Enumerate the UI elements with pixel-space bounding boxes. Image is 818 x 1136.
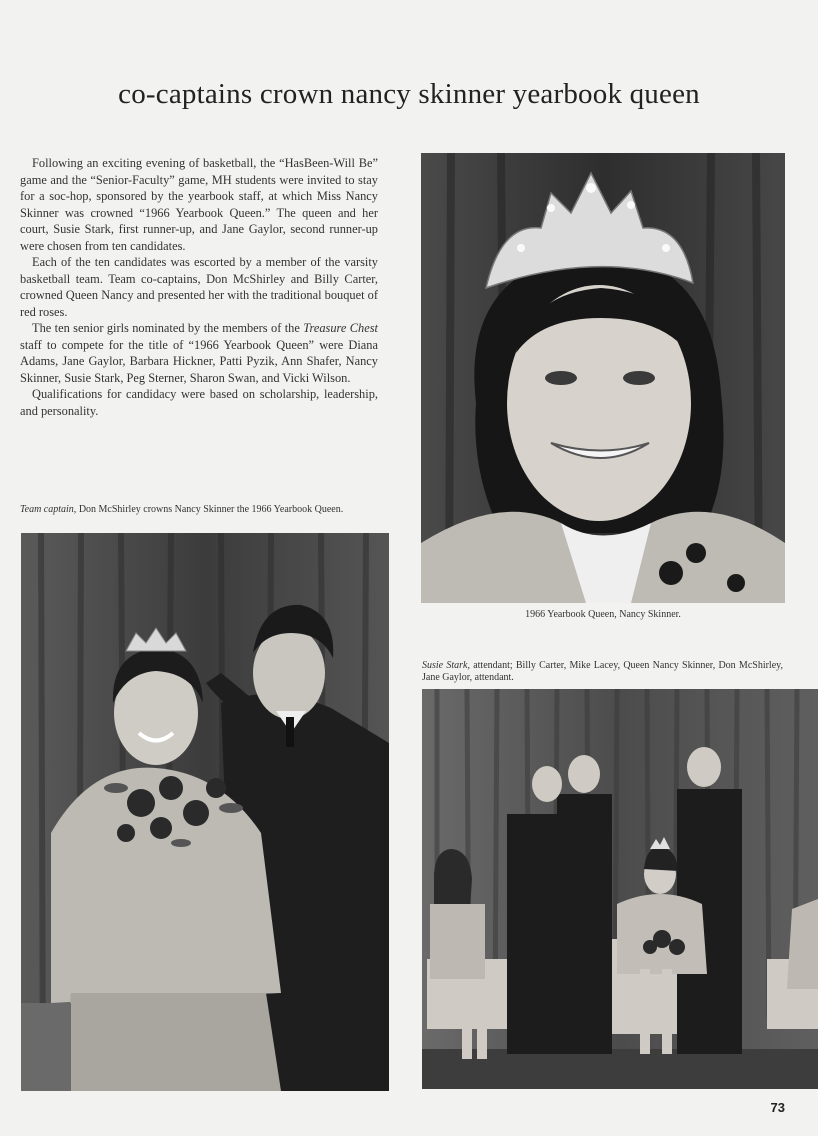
article-paragraph: Qualifications for candidacy were based on scholarship, leadership, and personality. <box>20 387 378 418</box>
article-paragraph: Following an exciting evening of basketball, the “HasBeen-Will Be” game and the “Senior-Faculty” game, MH students were invited to stay for a soc-hop, sponsored by the yearbook staff, at which Miss Nancy Skinner was crowned “1966 Yearbook Queen.” The queen and her court, Susie Stark, first runner-up, and Jane Gaylor, second runner-up were chosen from ten candidates. <box>20 156 378 253</box>
article-paragraph: Each of the ten candidates was escorted by a member of the varsity basketball team. Team co-captains, Don McShirley and Billy Carter, crowned Queen Nancy and presented her with the traditional bouquet of red roses. <box>20 255 378 319</box>
caption-text: attendant; Billy Carter, Mike Lacey, Queen Nancy Skinner, Don McShirley, Jane Gaylor, attendant. <box>422 660 783 683</box>
queen-portrait-photo <box>421 153 785 603</box>
article-body <box>20 155 378 419</box>
article-paragraph <box>20 320 378 386</box>
publication-name: Treasure Chest <box>303 321 378 335</box>
page-title: co-captains crown nancy skinner yearbook queen <box>118 78 700 110</box>
royal-court-photo <box>422 689 818 1089</box>
portrait-caption: 1966 Yearbook Queen, Nancy Skinner. <box>525 609 681 620</box>
caption-lead: Team captain, <box>20 504 77 515</box>
page-number: 73 <box>770 1100 785 1115</box>
caption-text: Don McShirley crowns Nancy Skinner the 1966 Yearbook Queen. <box>76 504 344 515</box>
article-text: The ten senior girls nominated by the members of the <box>32 321 304 335</box>
crowning-photo <box>21 533 389 1091</box>
article-text: staff to compete for the title of “1966 Yearbook Queen” were Diana Adams, Jane Gaylor, Barbara Hickner, Patti Pyzik, Ann Shafer, Nancy Skinner, Susie Stark, Peg Sterner, Sharon Swan, and Vicki Wilson. <box>20 337 378 385</box>
court-caption <box>422 660 783 683</box>
crowning-caption <box>20 504 378 516</box>
caption-lead: Susie Stark, <box>422 660 470 671</box>
